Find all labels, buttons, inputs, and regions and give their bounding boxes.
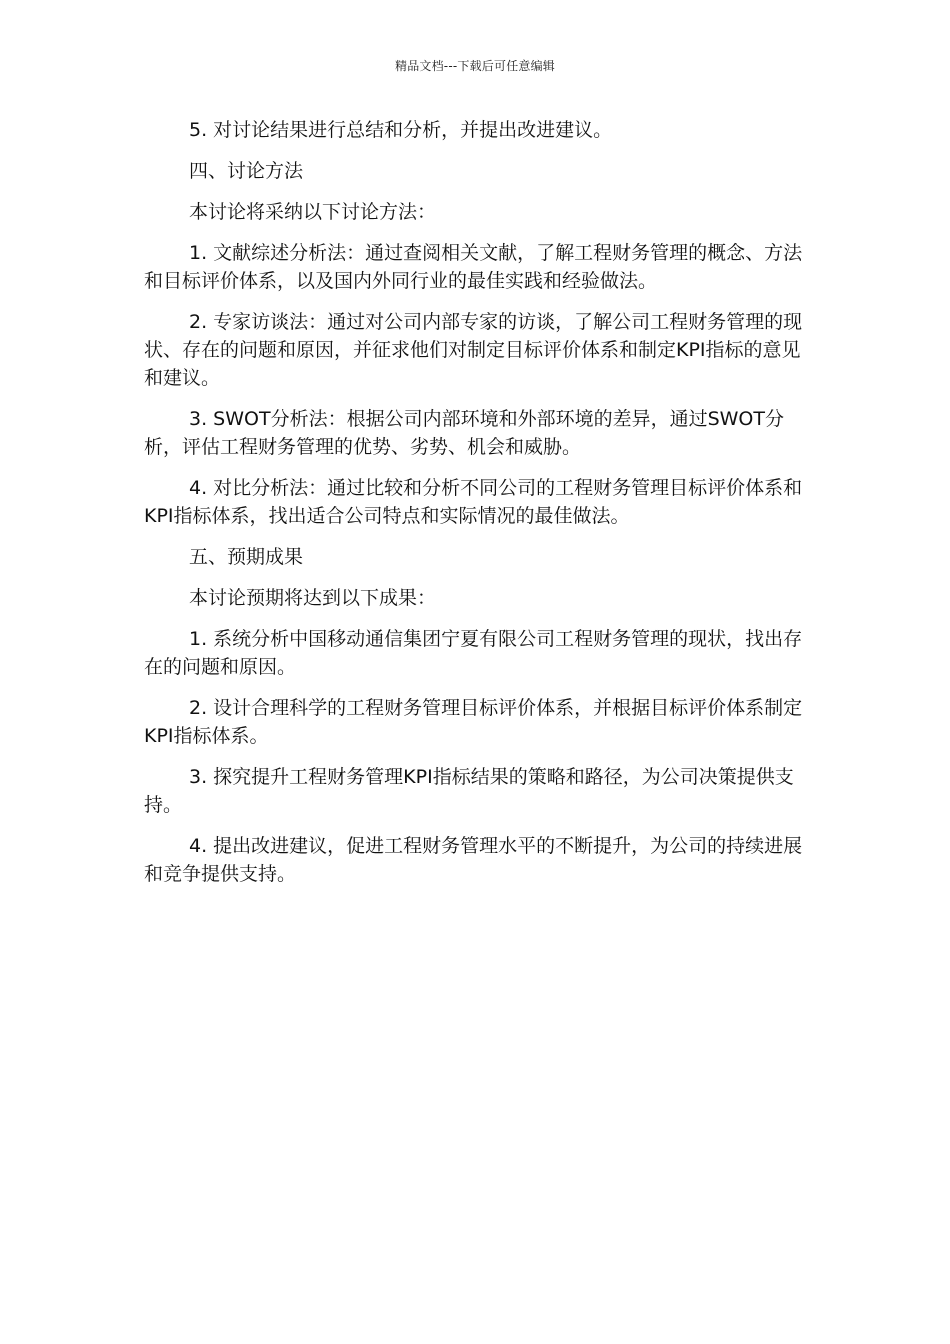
paragraph-outcome-strategy: 3. 探究提升工程财务管理KPI指标结果的策略和路径，为公司决策提供支持。 — [144, 766, 794, 816]
section-heading-outcomes: 五、预期成果 — [189, 546, 304, 568]
paragraph-method-comparison: 4. 对比分析法：通过比较和分析不同公司的工程财务管理目标评价体系和KPI指标体系，找出适合公司特点和实际情况的最佳做法。 — [144, 477, 803, 527]
paragraph-outcomes-intro: 本讨论预期将达到以下成果： — [189, 587, 437, 609]
document-body — [144, 116, 806, 901]
paragraph-method-literature: 1. 文献综述分析法：通过查阅相关文献，了解工程财务管理的概念、方法和目标评价体系，以及国内外同行业的最佳实践和经验做法。 — [144, 242, 803, 292]
paragraph-method-interview: 2. 专家访谈法：通过对公司内部专家的访谈，了解公司工程财务管理的现状、存在的问题和原因，并征求他们对制定目标评价体系和制定KPI指标的意见和建议。 — [144, 311, 803, 389]
paragraph-outcome-analysis: 1. 系统分析中国移动通信集团宁夏有限公司工程财务管理的现状，找出存在的问题和原因。 — [144, 628, 803, 678]
paragraph-methods-intro: 本讨论将采纳以下讨论方法： — [189, 201, 437, 223]
page-header: 精品文档---下载后可任意编辑 — [395, 59, 555, 73]
paragraph-outcome-design: 2. 设计合理科学的工程财务管理目标评价体系，并根据目标评价体系制定KPI指标体系。 — [144, 697, 803, 747]
section-heading-methods: 四、讨论方法 — [189, 160, 304, 182]
paragraph-method-swot: 3. SWOT分析法：根据公司内部环境和外部环境的差异，通过SWOT分析，评估工程财务管理的优势、劣势、机会和威胁。 — [144, 408, 784, 458]
paragraph-summary-step: 5. 对讨论结果进行总结和分析，并提出改进建议。 — [189, 119, 613, 141]
paragraph-outcome-improvement: 4. 提出改进建议，促进工程财务管理水平的不断提升，为公司的持续进展和竞争提供支持。 — [144, 835, 803, 885]
